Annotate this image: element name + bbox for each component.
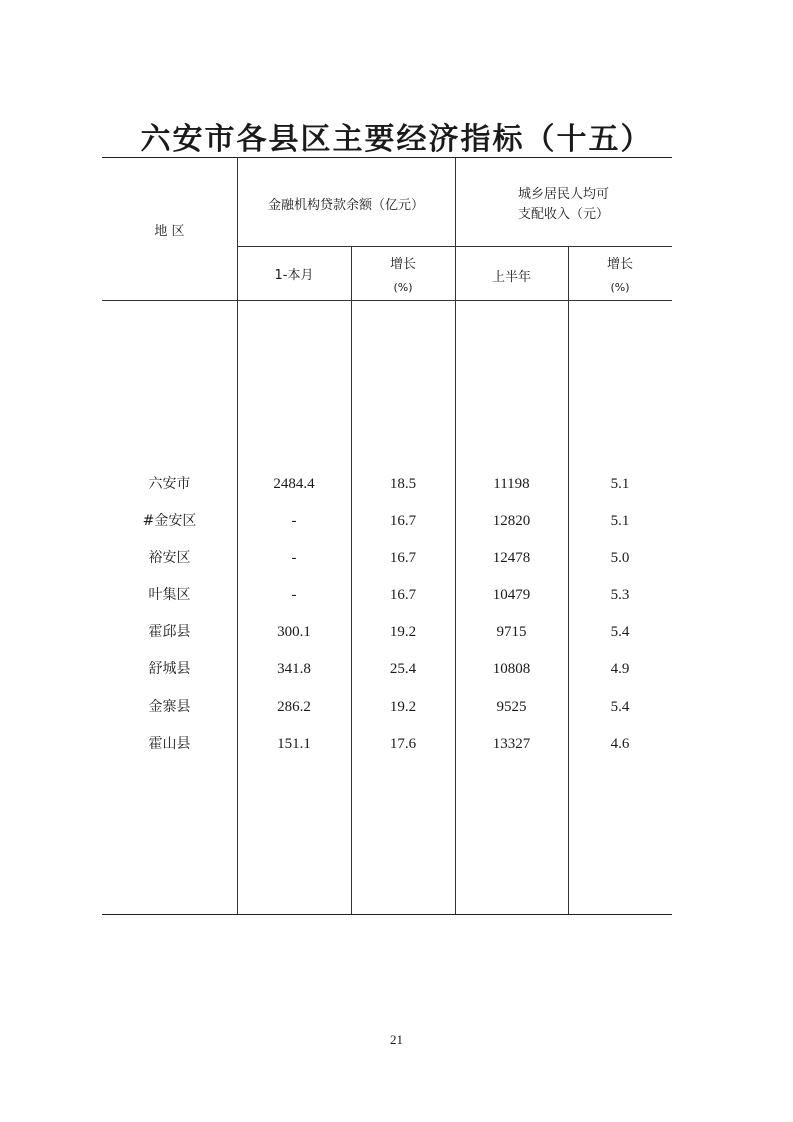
income-growth: 4.9 bbox=[610, 661, 630, 677]
header-income-group-line1: 城乡居民人均可 bbox=[517, 187, 609, 202]
header-bottom-border bbox=[102, 300, 672, 301]
income-growth: 5.3 bbox=[610, 587, 630, 603]
loan-balance: - bbox=[291, 550, 297, 566]
income-growth: 5.4 bbox=[610, 699, 630, 715]
income-growth: 5.1 bbox=[610, 476, 630, 492]
column-divider bbox=[568, 246, 569, 914]
header-income-growth-line2: (%) bbox=[610, 281, 630, 294]
income-value: 9715 bbox=[496, 624, 527, 640]
income-value: 13327 bbox=[492, 736, 531, 752]
region-name: 金寨县 bbox=[148, 699, 191, 715]
loan-balance: 300.1 bbox=[277, 624, 311, 640]
region-name: 舒城县 bbox=[148, 661, 191, 677]
income-growth: 4.6 bbox=[610, 736, 630, 752]
income-value: 12820 bbox=[492, 513, 531, 529]
loan-balance: 341.8 bbox=[277, 661, 311, 677]
loan-balance: 286.2 bbox=[277, 699, 311, 715]
income-growth: 5.0 bbox=[610, 550, 630, 566]
loan-growth: 19.2 bbox=[389, 624, 417, 640]
region-name: 霍邱县 bbox=[148, 624, 191, 640]
loan-balance: 151.1 bbox=[277, 736, 311, 752]
loan-growth: 16.7 bbox=[389, 513, 417, 529]
income-value: 10479 bbox=[492, 587, 531, 603]
income-value: 12478 bbox=[492, 550, 531, 566]
table-top-border bbox=[102, 157, 672, 158]
header-income-growth-line1: 增长 bbox=[606, 257, 633, 272]
header-region: 地 区 bbox=[154, 224, 185, 239]
table-bottom-border bbox=[102, 914, 672, 915]
loan-balance: - bbox=[291, 587, 297, 603]
header-income-period: 上半年 bbox=[491, 270, 531, 285]
loan-balance: - bbox=[291, 513, 297, 529]
header-loan-growth-line2: (%) bbox=[393, 281, 413, 294]
header-loan-growth-line1: 增长 bbox=[389, 257, 416, 272]
region-name: 叶集区 bbox=[148, 587, 191, 603]
loan-growth: 16.7 bbox=[389, 587, 417, 603]
loan-balance: 2484.4 bbox=[273, 476, 315, 492]
region-name: #金安区 bbox=[142, 513, 197, 529]
header-income-group-line2: 支配收入（元） bbox=[517, 207, 609, 222]
income-value: 11198 bbox=[493, 476, 530, 492]
income-growth: 5.4 bbox=[610, 624, 630, 640]
income-growth: 5.1 bbox=[610, 513, 630, 529]
loan-growth: 25.4 bbox=[389, 661, 417, 677]
region-name: 六安市 bbox=[148, 476, 191, 492]
header-loan-period: 1-本月 bbox=[274, 268, 314, 283]
loan-growth: 17.6 bbox=[389, 736, 417, 752]
region-name: 裕安区 bbox=[148, 550, 191, 566]
loan-growth: 19.2 bbox=[389, 699, 417, 715]
column-divider bbox=[351, 246, 352, 914]
page-title: 六安市各县区主要经济指标（十五） bbox=[140, 122, 653, 157]
income-value: 9525 bbox=[496, 699, 527, 715]
page-number: 21 bbox=[390, 1032, 403, 1047]
header-loan-group: 金融机构贷款余额（亿元） bbox=[267, 198, 424, 213]
loan-growth: 16.7 bbox=[389, 550, 417, 566]
region-name: 霍山县 bbox=[148, 736, 191, 752]
loan-growth: 18.5 bbox=[389, 476, 417, 492]
income-value: 10808 bbox=[492, 661, 531, 677]
